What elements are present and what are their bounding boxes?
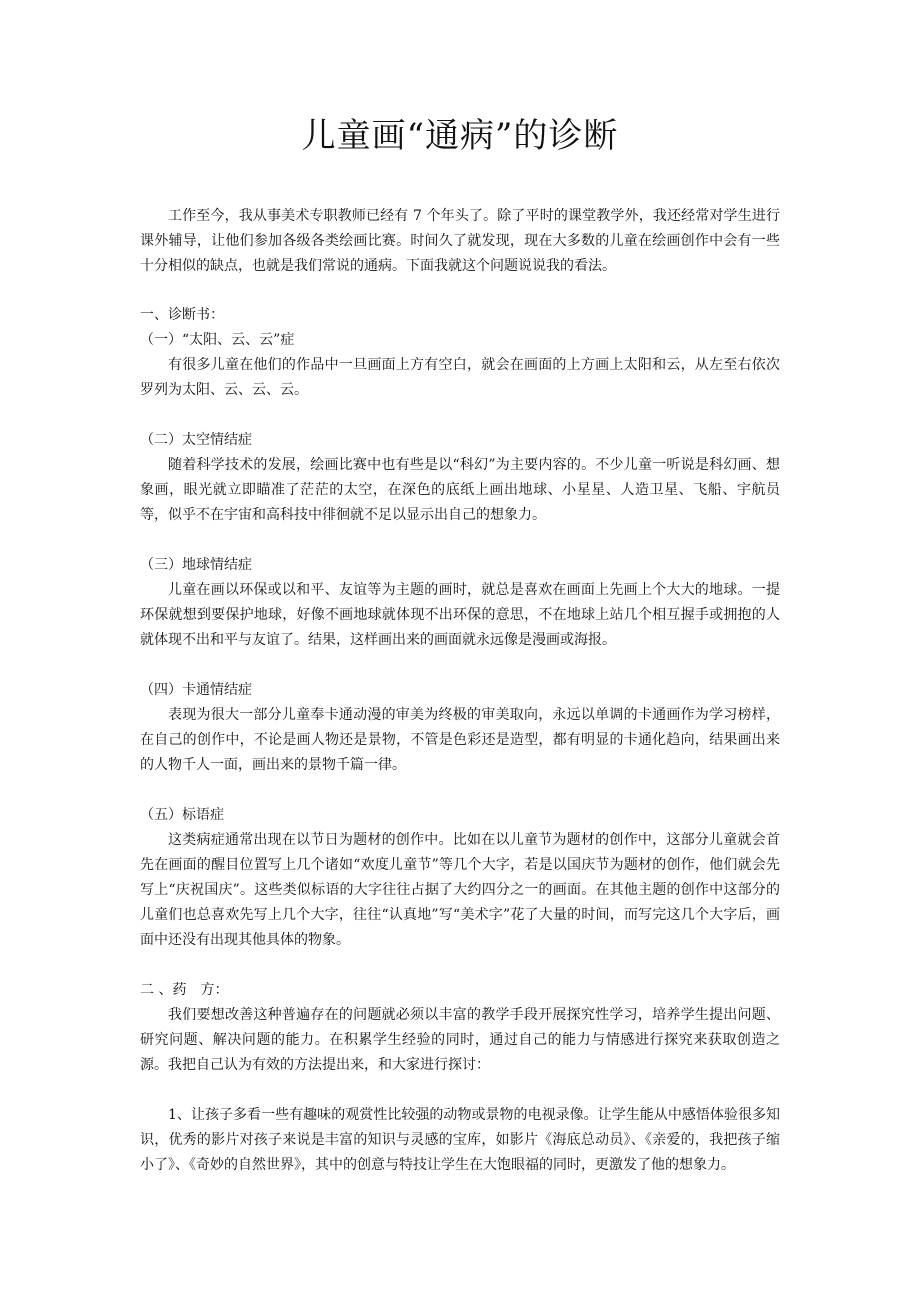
symptom-text-1: 有很多儿童在他们的作品中一旦画面上方有空白，就会在画面的上方画上太阳和云，从左至右依次罗列为太阳、云、云、云。 [140,357,780,398]
symptom-text-5: 这类病症通常出现在以节日为题材的创作中。比如在以儿童节为题材的创作中，这部分儿童就会首先在画面的醒目位置写上几个诸如“欢度儿童节”等几个大字，若是以国庆节为题材的创作，他们就会先写上“庆祝国庆”。这些类似标语的大字往往占据了大约四分之一的画面。在其他主题的创作中这部分的儿童们也总喜欢先写上几个大字，往往“认真地”写“美术字”花了大量的时间，而写完这几个大字后，画面中还没有出现其他具体的物象。 [140,832,780,948]
symptom-heading-1: （一）“太阳、云、云”症 [140,332,295,348]
symptom-heading-2: （二）太空情结症 [140,432,252,448]
document-title: 儿童画“通病”的诊断 [301,116,619,156]
symptom-text-4: 表现为很大一部分儿童奉卡通动漫的审美为终极的审美取向，永远以单调的卡通画作为学习榜样，在自己的创作中，不论是画人物还是景物，不管是色彩还是造型，都有明显的卡通化趋向，结果画出来的人物千人一面，画出来的景物千篇一律。 [140,707,780,773]
prescription-point-1: 1、让孩子多看一些有趣味的观赏性比较强的动物或景物的电视录像。让学生能从中感悟体验很多知识，优秀的影片对孩子来说是丰富的知识与灵感的宝库，如影片《海底总动员》、《亲爱的，我把孩子缩小了》、《奇妙的自然世界》，其中的创意与特技让学生在大饱眼福的同时，更激发了他的想象力。 [140,1107,780,1173]
document-body [140,204,780,1178]
symptom-heading-5: （五）标语症 [140,807,224,823]
section-heading-diagnosis: 一、诊断书： [140,307,224,323]
symptom-heading-4: （四）卡通情结症 [140,682,252,698]
symptom-heading-3: （三）地球情结症 [140,557,252,573]
section-heading-prescription: 二 、药 方： [140,982,229,998]
intro-paragraph: 工作至今，我从事美术专职教师已经有 7 个年头了。除了平时的课堂教学外，我还经常对学生进行课外辅导，让他们参加各级各类绘画比赛。时间久了就发现，现在大多数的儿童在绘画创作中会有一些十分相似的缺点，也就是我们常说的通病。下面我就这个问题说说我的看法。 [140,208,780,274]
symptom-text-2: 随着科学技术的发展，绘画比赛中也有些是以“科幻”为主要内容的。不少儿童一听说是科幻画、想象画，眼光就立即瞄准了茫茫的太空，在深色的底纸上画出地球、小星星、人造卫星、飞船、宇航员等，似乎不在宇宙和高科技中徘徊就不足以显示出自己的想象力。 [140,457,780,523]
symptom-text-3: 儿童在画以环保或以和平、友谊等为主题的画时，就总是喜欢在画面上先画上个大大的地球。一提环保就想到要保护地球，好像不画地球就体现不出环保的意思，不在地球上站几个相互握手或拥抱的人就体现不出和平与友谊了。结果，这样画出来的画面就永远像是漫画或海报。 [140,582,780,648]
prescription-intro: 我们要想改善这种普遍存在的问题就必须以丰富的教学手段开展探究性学习，培养学生提出问题、研究问题、解决问题的能力。在积累学生经验的同时，通过自己的能力与情感进行探究来获取创造之源。我把自己认为有效的方法提出来，和大家进行探讨： [140,1007,780,1073]
